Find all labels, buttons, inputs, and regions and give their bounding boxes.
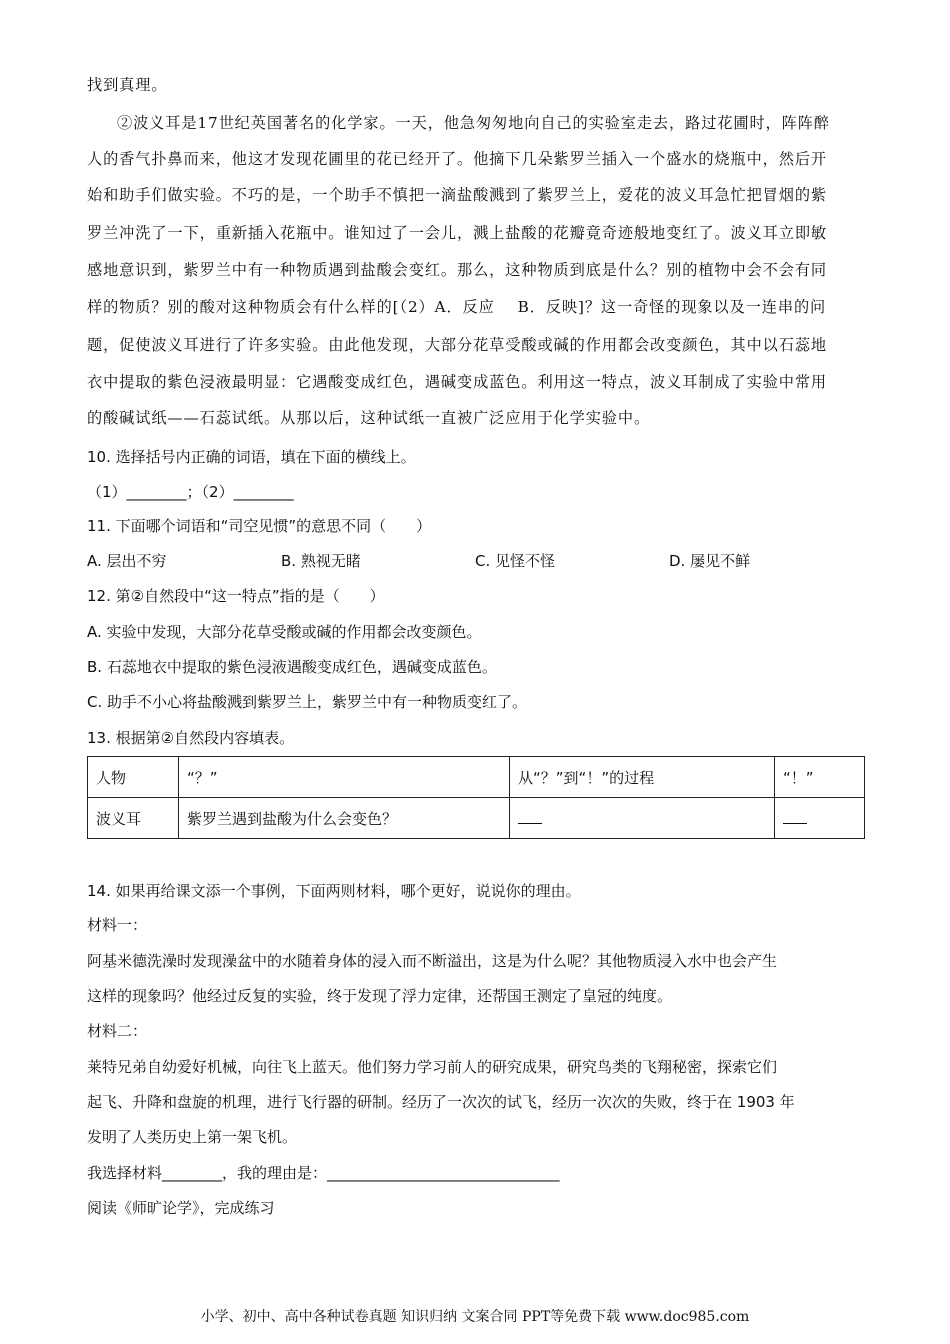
table-cell: 波义耳 <box>88 798 179 839</box>
answer-blank[interactable] <box>783 809 807 824</box>
q11-option-a[interactable]: A. 层出不穷 <box>87 552 167 570</box>
q11-option-b[interactable]: B. 熟视无睹 <box>281 552 361 570</box>
q12-option-a[interactable]: A. 实验中发现，大部分花草受酸或碱的作用都会改变颜色。 <box>87 623 482 641</box>
material-2-line: 起飞、升降和盘旋的机理，进行飞行器的研制。经历了一次次的试飞，经历一次次的失败，终于在 1903 年 <box>87 1093 795 1111</box>
passage-line: ②波义耳是17世纪英国著名的化学家。一天，他急匆匆地向自己的实验室走去，路过花圃时，阵阵醉 <box>117 114 830 132</box>
material-1-title: 材料一： <box>87 916 148 934</box>
answer-blank[interactable] <box>518 809 542 824</box>
passage-line: 的酸碱试纸——石蕊试纸。从那以后，这种试纸一直被广泛应用于化学实验中。 <box>87 409 651 427</box>
table-row <box>88 798 865 839</box>
passage-line: 题，促使波义耳进行了许多实验。由此他发现，大部分花草受酸或碱的作用都会改变颜色，其中以石蕊地 <box>87 336 828 354</box>
material-1-line: 这样的现象吗？他经过反复的实验，终于发现了浮力定律，还帮国王测定了皇冠的纯度。 <box>87 987 673 1005</box>
page-footer: 小学、初中、高中各种试卷真题 知识归纳 文案合同 PPT等免费下载 www.doc985.com <box>200 1309 750 1325</box>
q11-option-c[interactable]: C. 见怪不怪 <box>475 552 556 570</box>
question-10-blanks[interactable]: （1）________；（2）________ <box>87 483 294 501</box>
question-14: 14. 如果再给课文添一个事例，下面两则材料，哪个更好，说说你的理由。 <box>87 882 581 900</box>
table-header-cell: “？” <box>179 757 510 798</box>
question-10: 10. 选择括号内正确的词语，填在下面的横线上。 <box>87 448 416 466</box>
next-section-heading: 阅读《师旷论学》，完成练习 <box>87 1199 275 1217</box>
material-1-line: 阿基米德洗澡时发现澡盆中的水随着身体的浸入而不断溢出，这是为什么呢？其他物质浸入水中也会产生 <box>87 952 778 970</box>
fill-in-table <box>87 756 865 839</box>
question-12: 12. 第②自然段中“这一特点”指的是（ ） <box>87 587 385 605</box>
passage-line: 样的物质？别的酸对这种物质会有什么样的[（2）A．反应 B．反映]？这一奇怪的现象以及一连串的问 <box>87 298 827 316</box>
passage-line: 衣中提取的紫色浸液最明显：它遇酸变成红色，遇碱变成蓝色。利用这一特点，波义耳制成了实验中常用 <box>87 373 828 391</box>
question-14-answer[interactable]: 我选择材料________，我的理由是：_______________________________ <box>87 1164 560 1182</box>
table-header-row <box>88 757 865 798</box>
q12-option-b[interactable]: B. 石蕊地衣中提取的紫色浸液遇酸变成红色，遇碱变成蓝色。 <box>87 658 497 676</box>
material-2-title: 材料二： <box>87 1022 148 1040</box>
passage-line: 人的香气扑鼻而来，他这才发现花圃里的花已经开了。他摘下几朵紫罗兰插入一个盛水的烧瓶中，然后开 <box>87 150 828 168</box>
table-header-cell: “！” <box>775 757 865 798</box>
q12-option-c[interactable]: C. 助手不小心将盐酸溅到紫罗兰上，紫罗兰中有一种物质变红了。 <box>87 693 528 711</box>
question-13: 13. 根据第②自然段内容填表。 <box>87 729 295 747</box>
table-cell: 紫罗兰遇到盐酸为什么会变色？ <box>179 798 510 839</box>
passage-line: 找到真理。 <box>87 76 168 94</box>
passage-line: 始和助手们做实验。不巧的是，一个助手不慎把一滴盐酸溅到了紫罗兰上，爱花的波义耳急忙把冒烟的紫 <box>87 186 828 204</box>
material-2-line: 发明了人类历史上第一架飞机。 <box>87 1128 298 1146</box>
question-11: 11. 下面哪个词语和“司空见惯”的意思不同（ ） <box>87 517 432 535</box>
passage-line: 罗兰冲洗了一下，重新插入花瓶中。谁知过了一会儿，溅上盐酸的花瓣竟奇迹般地变红了。波义耳立即敏 <box>87 224 828 242</box>
table-answer-cell-result[interactable] <box>775 798 865 839</box>
table-header-cell: 从“？”到“！”的过程 <box>510 757 775 798</box>
material-2-line: 莱特兄弟自幼爱好机械，向往飞上蓝天。他们努力学习前人的研究成果，研究鸟类的飞翔秘密，探索它们 <box>87 1058 778 1076</box>
table-header-cell: 人物 <box>88 757 179 798</box>
passage-line: 感地意识到，紫罗兰中有一种物质遇到盐酸会变红。那么，这种物质到底是什么？别的植物中会不会有同 <box>87 261 828 279</box>
table-answer-cell-process[interactable] <box>510 798 775 839</box>
q11-option-d[interactable]: D. 屡见不鲜 <box>669 552 751 570</box>
